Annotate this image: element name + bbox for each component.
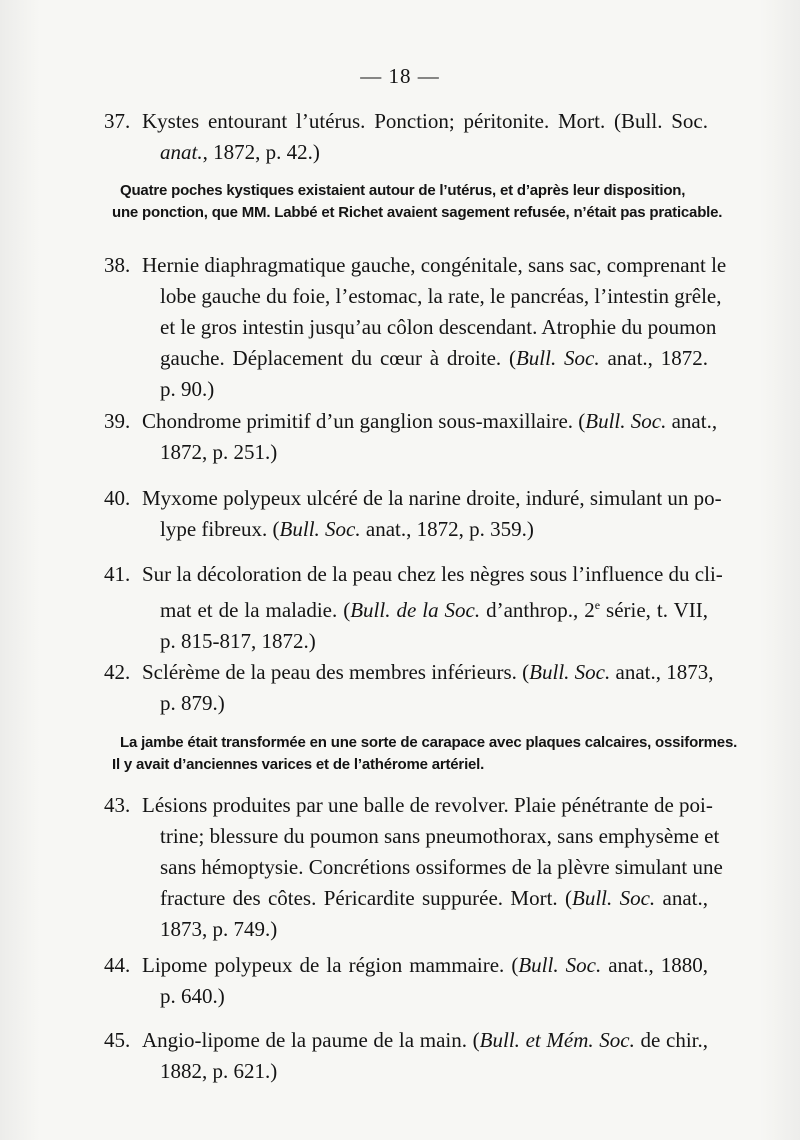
entry-line: Myxome polypeux ulcéré de la narine droite, induré, simulant un po-: [142, 486, 722, 510]
entry-44: [104, 950, 708, 1012]
entry-42-note: [112, 732, 738, 776]
entry-line: et le gros intestin jusqu’au côlon descendant. Atrophie du poumon: [160, 315, 717, 339]
entry-43: [104, 790, 723, 945]
entry-line: mat et de la maladie. (Bull. de la Soc. d’anthrop., 2e série, t. VII,: [160, 598, 708, 622]
entry-line: gauche. Déplacement du cœur à droite. (Bull. Soc. anat., 1872.: [160, 346, 709, 370]
entry-line: 1882, p. 621.): [160, 1059, 278, 1083]
entry-line: Sclérème de la peau des membres inférieurs. (Bull. Soc. anat., 1873,: [142, 660, 714, 684]
note-line: une ponction, que MM. Labbé et Richet avaient sagement refusée, n’était pas praticable.: [112, 204, 723, 221]
entry-number: 37.: [104, 109, 131, 133]
entry-number: 40.: [104, 486, 131, 510]
entry-37-note: [112, 180, 723, 224]
entry-line: sans hémoptysie. Concrétions ossiformes de la plèvre simulant une: [160, 855, 723, 879]
entry-number: 42.: [104, 660, 131, 684]
entry-number: 44.: [104, 953, 131, 977]
entry-line: 1872, p. 251.): [160, 440, 278, 464]
entry-41: [104, 559, 723, 657]
entry-line: anat., 1872, p. 42.): [160, 140, 320, 164]
entry-line: p. 90.): [160, 377, 215, 401]
entry-37: [104, 106, 708, 168]
entry-line: Chondrome primitif d’un ganglion sous-maxillaire. (Bull. Soc. anat.,: [142, 409, 718, 433]
entry-38: [104, 250, 727, 405]
entry-42: [104, 657, 714, 719]
entry-39: [104, 406, 718, 468]
entry-number: 43.: [104, 793, 131, 817]
entry-line: lype fibreux. (Bull. Soc. anat., 1872, p. 359.): [160, 517, 534, 541]
entry-number: 45.: [104, 1028, 131, 1052]
note-line: Il y avait d’anciennes varices et de l’athérome artériel.: [112, 756, 485, 773]
entry-line: Lésions produites par une balle de revolver. Plaie pénétrante de poi-: [142, 793, 713, 817]
entry-line: Kystes entourant l’utérus. Ponction; péritonite. Mort. (Bull. Soc.: [142, 109, 708, 133]
entry-number: 39.: [104, 409, 131, 433]
entry-number: 38.: [104, 253, 131, 277]
entry-line: Hernie diaphragmatique gauche, congénitale, sans sac, comprenant le: [142, 253, 727, 277]
entry-line: 1873, p. 749.): [160, 917, 278, 941]
entry-line: fracture des côtes. Péricardite suppurée. Mort. (Bull. Soc. anat.,: [160, 886, 708, 910]
note-line: La jambe était transformée en une sorte de carapace avec plaques calcaires, ossiformes.: [120, 734, 738, 751]
entry-40: [104, 483, 722, 545]
page-number: — 18 —: [360, 64, 440, 88]
entry-line: trine; blessure du poumon sans pneumothorax, sans emphysème et: [160, 824, 720, 848]
entry-line: p. 815-817, 1872.): [160, 629, 316, 653]
entry-line: Angio-lipome de la paume de la main. (Bull. et Mém. Soc. de chir.,: [142, 1028, 709, 1052]
entry-line: p. 640.): [160, 984, 225, 1008]
entry-number: 41.: [104, 562, 131, 586]
entry-line: lobe gauche du foie, l’estomac, la rate, le pancréas, l’intestin grêle,: [160, 284, 722, 308]
entry-line: p. 879.): [160, 691, 225, 715]
entry-45: [104, 1025, 708, 1087]
entry-line: Lipome polypeux de la région mammaire. (Bull. Soc. anat., 1880,: [142, 953, 708, 977]
note-line: Quatre poches kystiques existaient autour de l’utérus, et d’après leur disposition,: [120, 182, 686, 199]
entry-line: Sur la décoloration de la peau chez les nègres sous l’influence du cli-: [142, 562, 723, 586]
